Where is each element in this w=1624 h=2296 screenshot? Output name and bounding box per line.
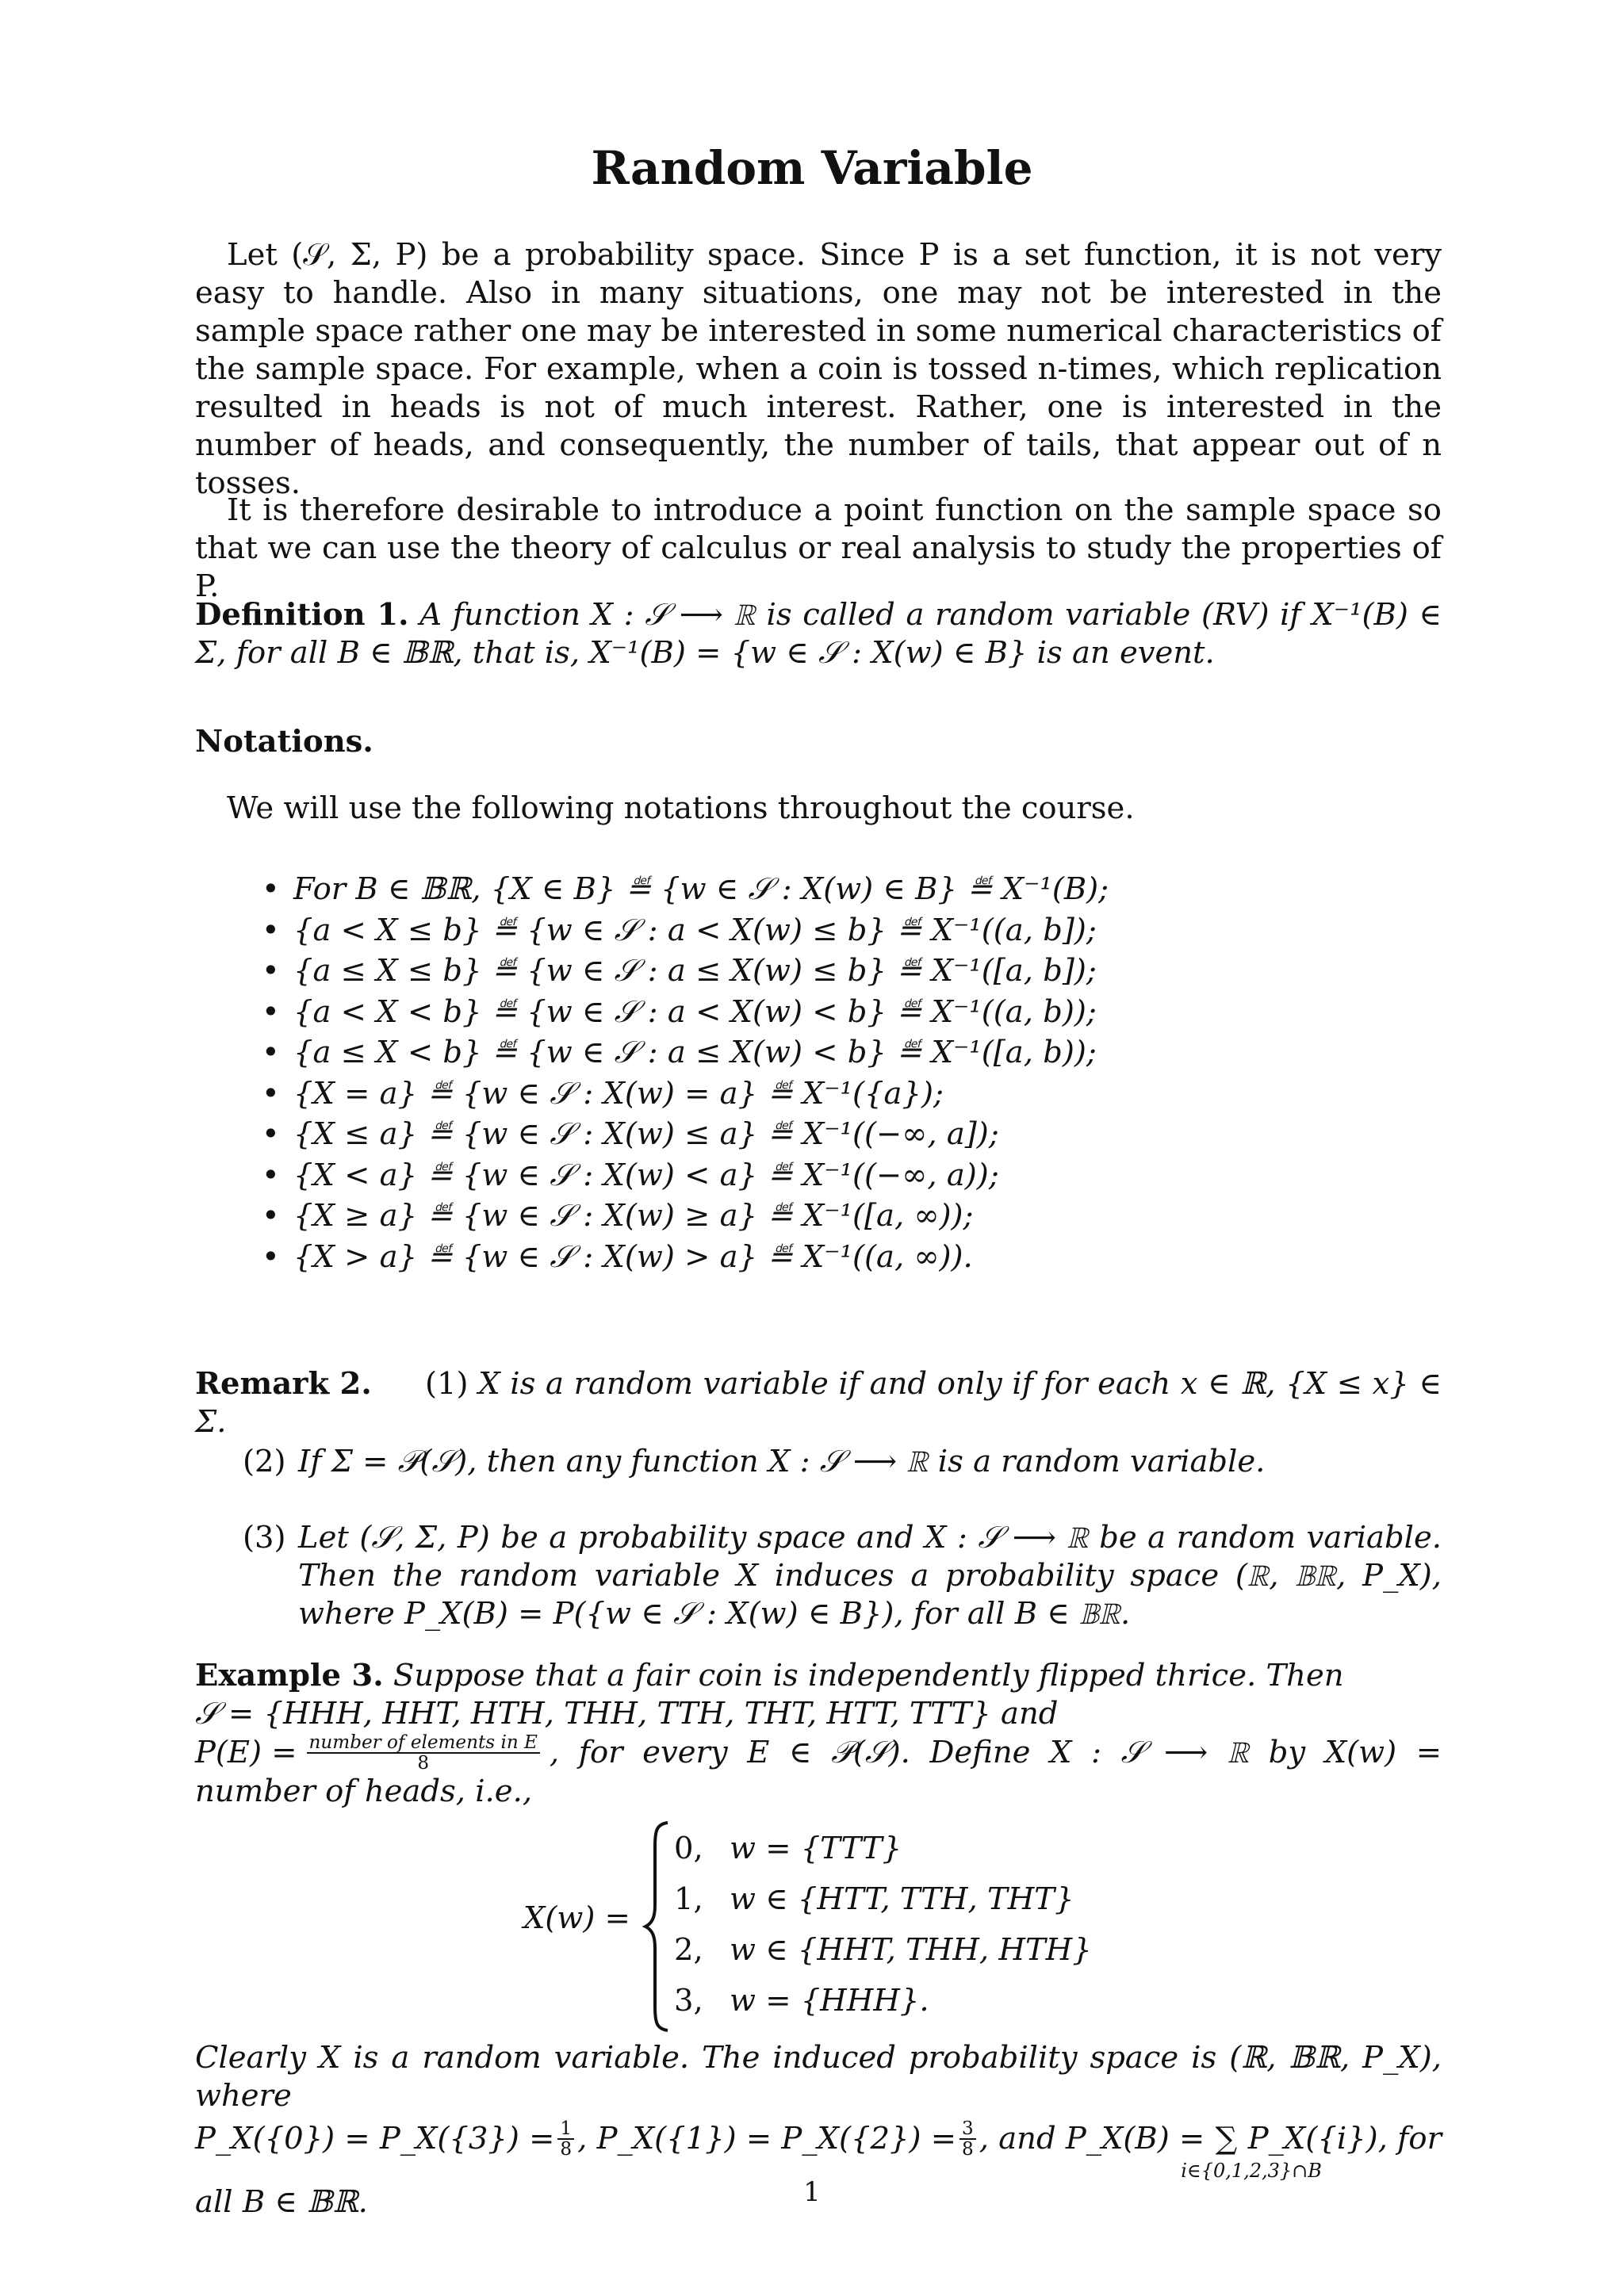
prob-lhs: P(E) =: [195, 1735, 297, 1771]
intro-text-2: It is therefore desirable to introduce a point function on the sample space so that we can use the theory of calculus or real analysis to study the properties of P.: [195, 492, 1442, 604]
example-3: [195, 1657, 1442, 1811]
case-condition: w ∈ {HHT, THH, HTH}: [730, 1932, 1092, 1968]
conclusion-line-3: all B ∈ 𝔹ℝ.: [195, 2184, 368, 2220]
summation-icon: ∑: [1215, 2121, 1238, 2156]
remark-item-2: [243, 1443, 1442, 1481]
notation-text: {a ≤ X < b} ≝ {w ∈ 𝒮 : a ≤ X(w) < b} ≝ X⁻¹([a, b));: [293, 1035, 1097, 1070]
list-item: [262, 869, 1451, 910]
remark-item-text: Let (𝒮, Σ, P) be a probability space and X : 𝒮 ⟶ ℝ be a random variable. Then the random variable X induces a probability space (ℝ, 𝔹ℝ, P_X), where P_X(B) = P({w ∈ 𝒮 : X(w) ∈ B}), for all B ∈ 𝔹ℝ.: [298, 1520, 1442, 1632]
example-line-1: [195, 1657, 1442, 1695]
intro-paragraph-1: [195, 236, 1442, 503]
list-item: [262, 1155, 1451, 1196]
summation: [1181, 2120, 1322, 2182]
case-row: [674, 1983, 929, 2019]
page-number: 1: [803, 2176, 821, 2208]
fraction-numerator: 3: [959, 2119, 976, 2140]
notation-text: {X > a} ≝ {w ∈ 𝒮 : X(w) > a} ≝ X⁻¹((a, ∞)).: [293, 1238, 973, 1275]
notation-text: {a < X < b} ≝ {w ∈ 𝒮 : a < X(w) < b} ≝ X⁻¹((a, b));: [293, 993, 1097, 1030]
remark-2: [195, 1365, 1442, 1441]
case-condition: w = {HHH}.: [730, 1983, 929, 2019]
page-title: Random Variable: [591, 141, 1033, 195]
notation-text: {X < a} ≝ {w ∈ 𝒮 : X(w) < a} ≝ X⁻¹((−∞, a));: [293, 1157, 999, 1193]
list-item: [262, 910, 1451, 951]
case-value: 3,: [674, 1983, 703, 2019]
remark-item-3: [243, 1519, 1442, 1633]
list-item: [262, 992, 1451, 1033]
conclusion-part-b: , P_X({1}) = P_X({2}) =: [577, 2121, 957, 2156]
list-item: [262, 1114, 1451, 1155]
definition-label: Definition 1.: [195, 597, 409, 633]
remark-item-3-row: [243, 1519, 1442, 1633]
fraction-denominator: 8: [417, 1753, 430, 1774]
left-brace-icon: [642, 1820, 674, 2034]
case-value: 2,: [674, 1932, 703, 1968]
example-label: Example 3.: [195, 1658, 384, 1693]
definition-text: A function X : 𝒮 ⟶ ℝ is called a random variable (RV) if X⁻¹(B) ∈ Σ, for all B ∈ 𝔹ℝ, that is, X⁻¹(B) = {w ∈ 𝒮 : X(w) ∈ B} is an event.: [195, 597, 1442, 671]
remark-label: Remark 2.: [195, 1366, 372, 1402]
bullet-icon: •: [262, 1238, 280, 1275]
fraction-denominator: 8: [962, 2139, 974, 2160]
conclusion-part-c: , and P_X(B) =: [979, 2121, 1205, 2156]
case-row: [674, 1881, 1074, 1917]
list-item: [262, 951, 1451, 992]
notation-text: For B ∈ 𝔹ℝ, {X ∈ B} ≝ {w ∈ 𝒮 : X(w) ∈ B} ≝ X⁻¹(B);: [293, 871, 1109, 907]
notations-intro: [195, 790, 1442, 828]
bullet-icon: •: [262, 1035, 280, 1070]
elements-fraction: [307, 1733, 540, 1773]
prob-rhs: , for every E ∈ 𝒫(𝒮). Define X : 𝒮 ⟶ ℝ by X(w) =: [549, 1735, 1442, 1771]
list-item: [262, 1196, 1451, 1237]
bullet-icon: •: [262, 1198, 280, 1234]
list-item: [262, 1073, 1451, 1115]
case-condition: w ∈ {HTT, TTH, THT}: [730, 1881, 1074, 1917]
bullet-icon: •: [262, 993, 280, 1030]
notations-intro-text: We will use the following notations throughout the course.: [227, 790, 1135, 826]
conclusion-line-1: Clearly X is a random variable. The induced probability space is (ℝ, 𝔹ℝ, P_X), where: [195, 2040, 1442, 2114]
example-line-4: number of heads, i.e.,: [195, 1774, 533, 1810]
bullet-icon: •: [262, 1116, 280, 1152]
notation-text: {a ≤ X ≤ b} ≝ {w ∈ 𝒮 : a ≤ X(w) ≤ b} ≝ X⁻¹([a, b]);: [293, 953, 1097, 989]
sample-space-line: 𝒮 = {HHH, HHT, HTH, THH, TTH, THT, HTT, TTT} and: [195, 1696, 1059, 1732]
remark-item-text: If Σ = 𝒫(𝒮), then any function X : 𝒮 ⟶ ℝ is a random variable.: [298, 1444, 1266, 1479]
intro-text-1: Let (𝒮, Σ, P) be a probability space. Since P is a set function, it is not very easy to handle. Also in many situations, one may not be interested in the sample space rather one may be interested in some numerical characteristics of the sample space. For example, when a coin is tossed n-times, which replication resulted in heads is not of much interest. Rather, one is interested in the number of heads, and consequently, the number of tails, that appear out of n tosses.: [195, 237, 1442, 501]
intro-paragraph-2: [195, 492, 1442, 606]
piecewise-definition: [523, 1820, 1158, 2034]
list-item: [262, 1237, 1451, 1278]
fraction-three-eighths: [959, 2119, 976, 2159]
case-value: 1,: [674, 1881, 703, 1917]
conclusion-part-d: P_X({i}), for: [1247, 2121, 1442, 2156]
remark-item-text: X is a random variable if and only if for each x ∈ ℝ, {X ≤ x} ∈ Σ.: [195, 1366, 1442, 1440]
bullet-icon: •: [262, 1157, 280, 1193]
example-text: Suppose that a fair coin is independently flipped thrice. Then: [393, 1658, 1344, 1693]
notation-text: {X = a} ≝ {w ∈ 𝒮 : X(w) = a} ≝ X⁻¹({a});: [293, 1075, 944, 1112]
fraction-numerator: number of elements in E: [307, 1733, 540, 1754]
fraction-one-eighth: [557, 2119, 574, 2159]
bullet-icon: •: [262, 912, 280, 948]
conclusion-part-a: P_X({0}) = P_X({3}) =: [195, 2121, 555, 2156]
probability-definition-line: [195, 1733, 1442, 1773]
case-value: 0,: [674, 1831, 703, 1866]
notation-text: {X ≥ a} ≝ {w ∈ 𝒮 : X(w) ≥ a} ≝ X⁻¹([a, ∞));: [293, 1198, 974, 1234]
case-condition: w = {TTT}: [730, 1831, 902, 1866]
bullet-icon: •: [262, 1075, 280, 1112]
notation-text: {X ≤ a} ≝ {w ∈ 𝒮 : X(w) ≤ a} ≝ X⁻¹((−∞, a]);: [293, 1116, 999, 1152]
remark-item-number: (3): [243, 1520, 286, 1556]
bullet-icon: •: [262, 871, 280, 907]
remark-item-number: (2): [243, 1444, 286, 1479]
case-row: [674, 1932, 1092, 1968]
summation-index: i∈{0,1,2,3}∩B: [1181, 2160, 1322, 2182]
definition-1: [195, 596, 1442, 672]
fraction-numerator: 1: [557, 2119, 574, 2140]
notations-heading: Notations.: [195, 724, 373, 760]
fraction-denominator: 8: [560, 2139, 573, 2160]
remark-item-number: (1): [425, 1366, 469, 1402]
cases-lhs: X(w) =: [523, 1900, 630, 1936]
list-item: [262, 1032, 1451, 1073]
case-row: [674, 1831, 902, 1866]
bullet-icon: •: [262, 953, 280, 989]
notation-text: {a < X ≤ b} ≝ {w ∈ 𝒮 : a < X(w) ≤ b} ≝ X⁻¹((a, b]);: [293, 912, 1097, 948]
conclusion-line-2: [195, 2115, 1442, 2182]
notations-list: [262, 869, 1451, 1277]
